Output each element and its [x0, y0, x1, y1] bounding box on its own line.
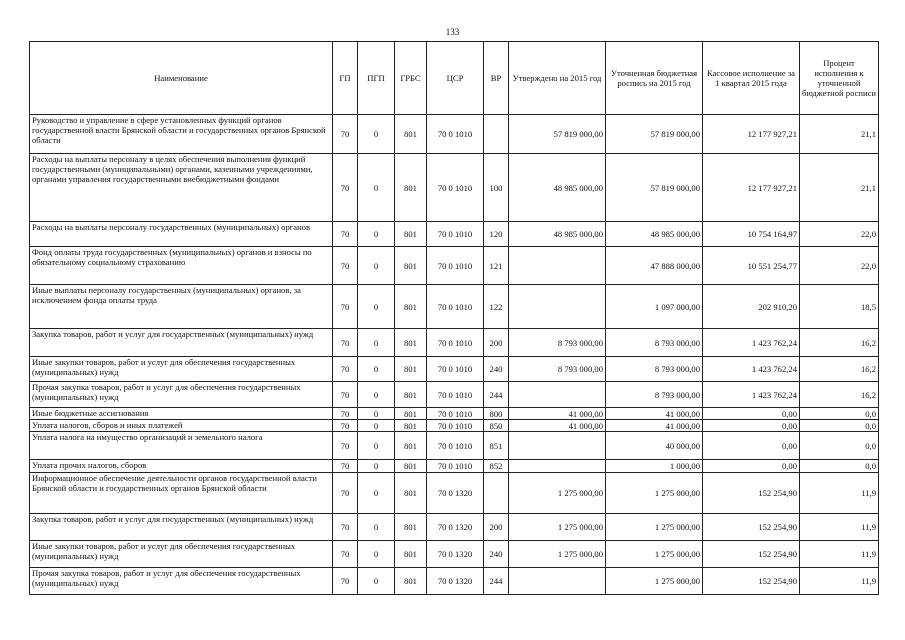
cell-gp: 70 — [333, 382, 358, 408]
cell-approved: 1 275 000,00 — [509, 473, 606, 514]
header-percent: Процент исполнения к уточненной бюджетной росписи — [800, 42, 879, 115]
header-approved: Утверждено на 2015 год — [509, 42, 606, 115]
table-row — [30, 382, 879, 408]
cell-pgp: 0 — [358, 514, 395, 541]
cell-percent: 11,9 — [800, 514, 879, 541]
cell-percent: 18,5 — [800, 285, 879, 329]
cell-approved: 8 793 000,00 — [509, 357, 606, 382]
cell-csr: 70 0 1010 — [427, 460, 484, 473]
cell-vr: 800 — [484, 408, 509, 420]
cell-specified: 57 819 000,00 — [606, 115, 703, 154]
cell-pgp: 0 — [358, 420, 395, 432]
table-row — [30, 408, 879, 420]
cell-percent: 16,2 — [800, 329, 879, 357]
cell-cash: 12 177 927,21 — [703, 115, 800, 154]
cell-grbs: 801 — [395, 541, 427, 568]
cell-gp: 70 — [333, 115, 358, 154]
budget-execution-table — [29, 41, 879, 595]
cell-csr: 70 0 1010 — [427, 329, 484, 357]
table-row — [30, 541, 879, 568]
cell-specified: 40 000,00 — [606, 432, 703, 460]
cell-cash: 152 254,90 — [703, 473, 800, 514]
cell-csr: 70 0 1010 — [427, 115, 484, 154]
cell-name: Закупка товаров, работ и услуг для государственных (муниципальных) нужд — [30, 514, 333, 541]
cell-specified: 47 888 000,00 — [606, 247, 703, 285]
table-row — [30, 222, 879, 247]
cell-cash: 202 910,20 — [703, 285, 800, 329]
table-row — [30, 154, 879, 222]
cell-grbs: 801 — [395, 329, 427, 357]
cell-pgp: 0 — [358, 222, 395, 247]
cell-cash: 152 254,90 — [703, 514, 800, 541]
cell-percent: 0,0 — [800, 460, 879, 473]
cell-name: Информационное обеспечение деятельности органов государственной власти Брянской области и государственных органов Брянской области — [30, 473, 333, 514]
cell-name: Расходы на выплаты персоналу государственных (муниципальных) органов — [30, 222, 333, 247]
cell-approved — [509, 460, 606, 473]
cell-cash: 1 423 762,24 — [703, 329, 800, 357]
cell-specified: 41 000,00 — [606, 420, 703, 432]
cell-approved: 48 985 000,00 — [509, 154, 606, 222]
cell-specified: 48 985 000,00 — [606, 222, 703, 247]
cell-vr — [484, 473, 509, 514]
cell-percent: 16,2 — [800, 382, 879, 408]
cell-csr: 70 0 1010 — [427, 420, 484, 432]
cell-grbs: 801 — [395, 285, 427, 329]
cell-specified: 1 275 000,00 — [606, 568, 703, 595]
cell-vr: 240 — [484, 357, 509, 382]
table-row — [30, 460, 879, 473]
header-gp: ГП — [333, 42, 358, 115]
cell-grbs: 801 — [395, 432, 427, 460]
cell-pgp: 0 — [358, 115, 395, 154]
header-csr: ЦСР — [427, 42, 484, 115]
cell-percent: 11,9 — [800, 568, 879, 595]
cell-vr: 122 — [484, 285, 509, 329]
cell-gp: 70 — [333, 432, 358, 460]
cell-percent: 16,2 — [800, 357, 879, 382]
cell-specified: 1 275 000,00 — [606, 514, 703, 541]
cell-grbs: 801 — [395, 357, 427, 382]
header-vr: ВР — [484, 42, 509, 115]
cell-pgp: 0 — [358, 473, 395, 514]
cell-approved: 57 819 000,00 — [509, 115, 606, 154]
header-cash: Кассовое исполнение за 1 квартал 2015 года — [703, 42, 800, 115]
table-row — [30, 420, 879, 432]
cell-csr: 70 0 1010 — [427, 154, 484, 222]
table-row — [30, 514, 879, 541]
cell-name: Иные закупки товаров, работ и услуг для обеспечения государственных (муниципальных) нужд — [30, 357, 333, 382]
cell-vr: 120 — [484, 222, 509, 247]
cell-vr: 850 — [484, 420, 509, 432]
cell-vr: 244 — [484, 568, 509, 595]
cell-percent: 11,9 — [800, 473, 879, 514]
cell-vr: 200 — [484, 329, 509, 357]
cell-specified: 1 275 000,00 — [606, 541, 703, 568]
cell-pgp: 0 — [358, 432, 395, 460]
cell-cash: 152 254,90 — [703, 568, 800, 595]
cell-specified: 8 793 000,00 — [606, 329, 703, 357]
cell-percent: 22,0 — [800, 222, 879, 247]
cell-vr: 121 — [484, 247, 509, 285]
cell-pgp: 0 — [358, 329, 395, 357]
cell-cash: 152 254,90 — [703, 541, 800, 568]
table-row — [30, 115, 879, 154]
cell-gp: 70 — [333, 473, 358, 514]
cell-name: Иные выплаты персоналу государственных (муниципальных) органов, за исключением фонда оплаты труда — [30, 285, 333, 329]
cell-grbs: 801 — [395, 568, 427, 595]
cell-gp: 70 — [333, 460, 358, 473]
cell-name: Руководство и управление в сфере установленных функций органов государственной власти Брянской области и государственных органов Брянской области — [30, 115, 333, 154]
cell-cash: 12 177 927,21 — [703, 154, 800, 222]
cell-name: Иные закупки товаров, работ и услуг для обеспечения государственных (муниципальных) нужд — [30, 541, 333, 568]
cell-grbs: 801 — [395, 514, 427, 541]
cell-pgp: 0 — [358, 541, 395, 568]
cell-approved — [509, 568, 606, 595]
cell-name: Иные бюджетные ассигнования — [30, 408, 333, 420]
cell-grbs: 801 — [395, 115, 427, 154]
cell-grbs: 801 — [395, 473, 427, 514]
cell-gp: 70 — [333, 154, 358, 222]
table-row — [30, 473, 879, 514]
table-row — [30, 329, 879, 357]
cell-percent: 21,1 — [800, 115, 879, 154]
cell-gp: 70 — [333, 285, 358, 329]
cell-csr: 70 0 1320 — [427, 514, 484, 541]
table-row — [30, 357, 879, 382]
cell-gp: 70 — [333, 329, 358, 357]
table-row — [30, 432, 879, 460]
cell-gp: 70 — [333, 541, 358, 568]
cell-gp: 70 — [333, 357, 358, 382]
cell-cash: 1 423 762,24 — [703, 382, 800, 408]
cell-gp: 70 — [333, 420, 358, 432]
cell-cash: 0,00 — [703, 460, 800, 473]
cell-approved: 48 985 000,00 — [509, 222, 606, 247]
cell-approved: 8 793 000,00 — [509, 329, 606, 357]
cell-grbs: 801 — [395, 154, 427, 222]
cell-specified: 8 793 000,00 — [606, 382, 703, 408]
cell-csr: 70 0 1010 — [427, 382, 484, 408]
cell-vr: 240 — [484, 541, 509, 568]
cell-grbs: 801 — [395, 222, 427, 247]
cell-cash: 1 423 762,24 — [703, 357, 800, 382]
cell-csr: 70 0 1010 — [427, 222, 484, 247]
cell-name: Уплата прочих налогов, сборов — [30, 460, 333, 473]
cell-csr: 70 0 1320 — [427, 473, 484, 514]
cell-vr: 244 — [484, 382, 509, 408]
cell-vr: 851 — [484, 432, 509, 460]
cell-approved — [509, 382, 606, 408]
page-number: 133 — [445, 27, 460, 37]
cell-gp: 70 — [333, 568, 358, 595]
cell-percent: 0,0 — [800, 432, 879, 460]
cell-csr: 70 0 1010 — [427, 285, 484, 329]
cell-gp: 70 — [333, 408, 358, 420]
cell-pgp: 0 — [358, 568, 395, 595]
header-grbs: ГРБС — [395, 42, 427, 115]
cell-pgp: 0 — [358, 408, 395, 420]
cell-cash: 10 754 164,97 — [703, 222, 800, 247]
cell-grbs: 801 — [395, 247, 427, 285]
cell-name: Расходы на выплаты персоналу в целях обеспечения выполнения функций государственными (муниципальными) органами, казенными учреждениями, органами управления государственными внебюджетными фондами — [30, 154, 333, 222]
cell-vr — [484, 115, 509, 154]
cell-grbs: 801 — [395, 420, 427, 432]
table-row — [30, 285, 879, 329]
cell-percent: 0,0 — [800, 420, 879, 432]
cell-pgp: 0 — [358, 247, 395, 285]
header-name: Наименование — [30, 42, 333, 115]
cell-cash: 0,00 — [703, 408, 800, 420]
cell-grbs: 801 — [395, 460, 427, 473]
cell-specified: 1 000,00 — [606, 460, 703, 473]
cell-cash: 0,00 — [703, 420, 800, 432]
cell-csr: 70 0 1320 — [427, 568, 484, 595]
cell-pgp: 0 — [358, 460, 395, 473]
cell-pgp: 0 — [358, 382, 395, 408]
cell-grbs: 801 — [395, 408, 427, 420]
table-row — [30, 247, 879, 285]
cell-percent: 0,0 — [800, 408, 879, 420]
cell-cash: 10 551 254,77 — [703, 247, 800, 285]
cell-csr: 70 0 1010 — [427, 408, 484, 420]
cell-approved — [509, 432, 606, 460]
cell-percent: 11,9 — [800, 541, 879, 568]
cell-specified: 8 793 000,00 — [606, 357, 703, 382]
cell-specified: 1 275 000,00 — [606, 473, 703, 514]
cell-cash: 0,00 — [703, 432, 800, 460]
cell-csr: 70 0 1010 — [427, 357, 484, 382]
cell-name: Прочая закупка товаров, работ и услуг для обеспечения государственных (муниципальных) нужд — [30, 382, 333, 408]
cell-name: Прочая закупка товаров, работ и услуг для обеспечения государственных (муниципальных) нужд — [30, 568, 333, 595]
cell-csr: 70 0 1010 — [427, 247, 484, 285]
cell-pgp: 0 — [358, 357, 395, 382]
cell-name: Уплата налогов, сборов и иных платежей — [30, 420, 333, 432]
cell-vr: 852 — [484, 460, 509, 473]
header-pgp: ПГП — [358, 42, 395, 115]
cell-grbs: 801 — [395, 382, 427, 408]
cell-name: Уплата налога на имущество организаций и земельного налога — [30, 432, 333, 460]
cell-gp: 70 — [333, 222, 358, 247]
cell-approved — [509, 247, 606, 285]
cell-csr: 70 0 1320 — [427, 541, 484, 568]
cell-approved — [509, 285, 606, 329]
cell-percent: 22,0 — [800, 247, 879, 285]
cell-name: Закупка товаров, работ и услуг для государственных (муниципальных) нужд — [30, 329, 333, 357]
cell-gp: 70 — [333, 514, 358, 541]
cell-specified: 41 000,00 — [606, 408, 703, 420]
cell-percent: 21,1 — [800, 154, 879, 222]
cell-approved: 1 275 000,00 — [509, 514, 606, 541]
cell-pgp: 0 — [358, 154, 395, 222]
cell-approved: 41 000,00 — [509, 408, 606, 420]
cell-vr: 200 — [484, 514, 509, 541]
cell-pgp: 0 — [358, 285, 395, 329]
table-header-row — [30, 42, 879, 115]
cell-specified: 57 819 000,00 — [606, 154, 703, 222]
cell-csr: 70 0 1010 — [427, 432, 484, 460]
cell-specified: 1 097 000,00 — [606, 285, 703, 329]
cell-approved: 41 000,00 — [509, 420, 606, 432]
table-row — [30, 568, 879, 595]
cell-gp: 70 — [333, 247, 358, 285]
cell-name: Фонд оплаты труда государственных (муниципальных) органов и взносы по обязательному социальному страхованию — [30, 247, 333, 285]
cell-approved: 1 275 000,00 — [509, 541, 606, 568]
header-specified: Уточненная бюджетная роспись на 2015 год — [606, 42, 703, 115]
cell-vr: 100 — [484, 154, 509, 222]
